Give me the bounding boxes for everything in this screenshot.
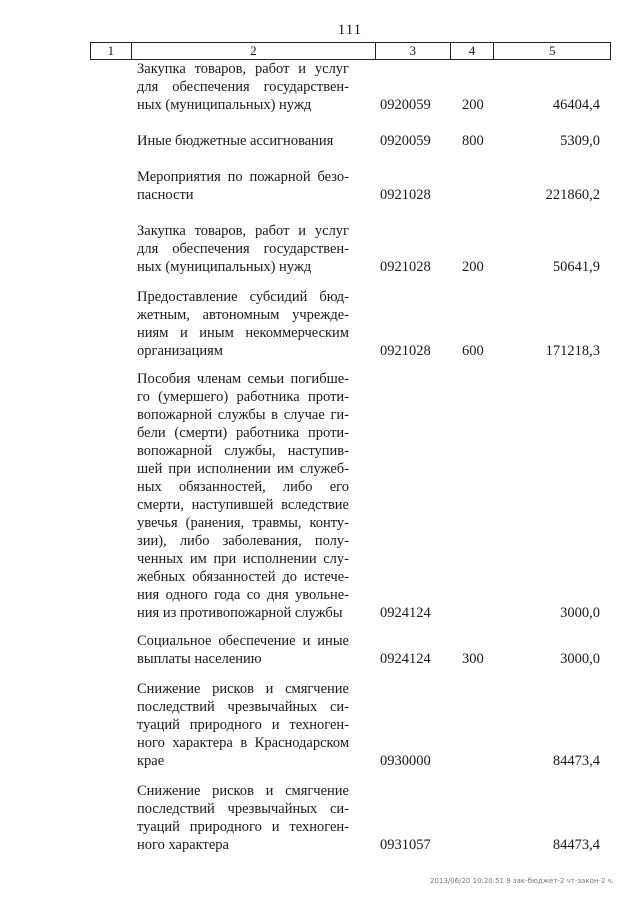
row-code: 0930000 <box>380 753 431 769</box>
document-footer: 2013/06/20 10:20:51 9 зак-бюджет-2 чт-закон-2 ч. <box>430 877 615 885</box>
row-name: Социальное обеспечение и иные выплаты населению <box>137 633 349 667</box>
header-col-5: 5 <box>548 43 556 58</box>
row-code: 0920059 <box>380 133 431 149</box>
row-amount: 50641,9 <box>552 259 600 275</box>
header-col-4: 4 <box>451 43 495 59</box>
row-amount: 84473,4 <box>552 837 600 853</box>
row-code: 0921028 <box>380 187 431 203</box>
row-name: Закупка товаров, работ и услуг для обеспечения государствен- ных (муниципальных) нужд <box>137 223 349 275</box>
row-name: Предоставление субсидий бюд- жетным, автономным учрежде- ниям и иным некоммерческим организациям <box>137 289 349 359</box>
row-amount: 3000,0 <box>560 651 600 667</box>
row-name: Снижение рисков и смягчение последствий чрезвычайных си- туаций природного и техноген- ного характера в Краснодарском крае <box>137 681 349 769</box>
row-type: 200 <box>462 97 484 113</box>
row-code: 0924124 <box>380 605 431 621</box>
page-number: 111 <box>337 22 363 38</box>
row-type: 600 <box>462 343 484 359</box>
table-header <box>90 42 611 60</box>
row-code: 0931057 <box>380 837 431 853</box>
row-amount: 3000,0 <box>560 605 600 621</box>
row-amount: 46404,4 <box>552 97 600 113</box>
row-name: Закупка товаров, работ и услуг для обеспечения государствен- ных (муниципальных) нужд <box>137 61 349 113</box>
row-code: 0924124 <box>380 651 431 667</box>
row-type: 800 <box>462 133 484 149</box>
row-code: 0921028 <box>380 259 431 275</box>
row-name: Иные бюджетные ассигнования <box>137 133 334 149</box>
row-amount: 221860,2 <box>545 187 600 203</box>
row-code: 0921028 <box>380 343 431 359</box>
row-amount: 5309,0 <box>560 133 600 149</box>
row-name: Пособия членам семьи погибше- го (умершего) работника проти- вопожарной службы в случае ги- бели (смерти) работника проти- вопожарной службы, наступив- шей при исполнении им служеб- ных обязанностей, либо его смерти, наступившей вследствие увечья (ранения, травмы, конту- зии), либо заболевания, полу- ченных им при исполнении слу- жебных обязанностей до истече- ния одного года со дня увольне- ния из противопожарной службы <box>137 371 349 621</box>
row-name: Снижение рисков и смягчение последствий чрезвычайных си- туаций природного и техноген- ного характера <box>137 783 349 853</box>
row-amount: 171218,3 <box>545 343 600 359</box>
header-col-1: 1 <box>91 43 132 59</box>
row-amount: 84473,4 <box>552 753 600 769</box>
row-type: 300 <box>462 651 484 667</box>
header-col-3: 3 <box>376 43 451 59</box>
row-name: Мероприятия по пожарной безо- пасности <box>137 169 349 203</box>
row-type: 200 <box>462 259 484 275</box>
row-code: 0920059 <box>380 97 431 113</box>
header-col-2: 2 <box>132 43 376 59</box>
